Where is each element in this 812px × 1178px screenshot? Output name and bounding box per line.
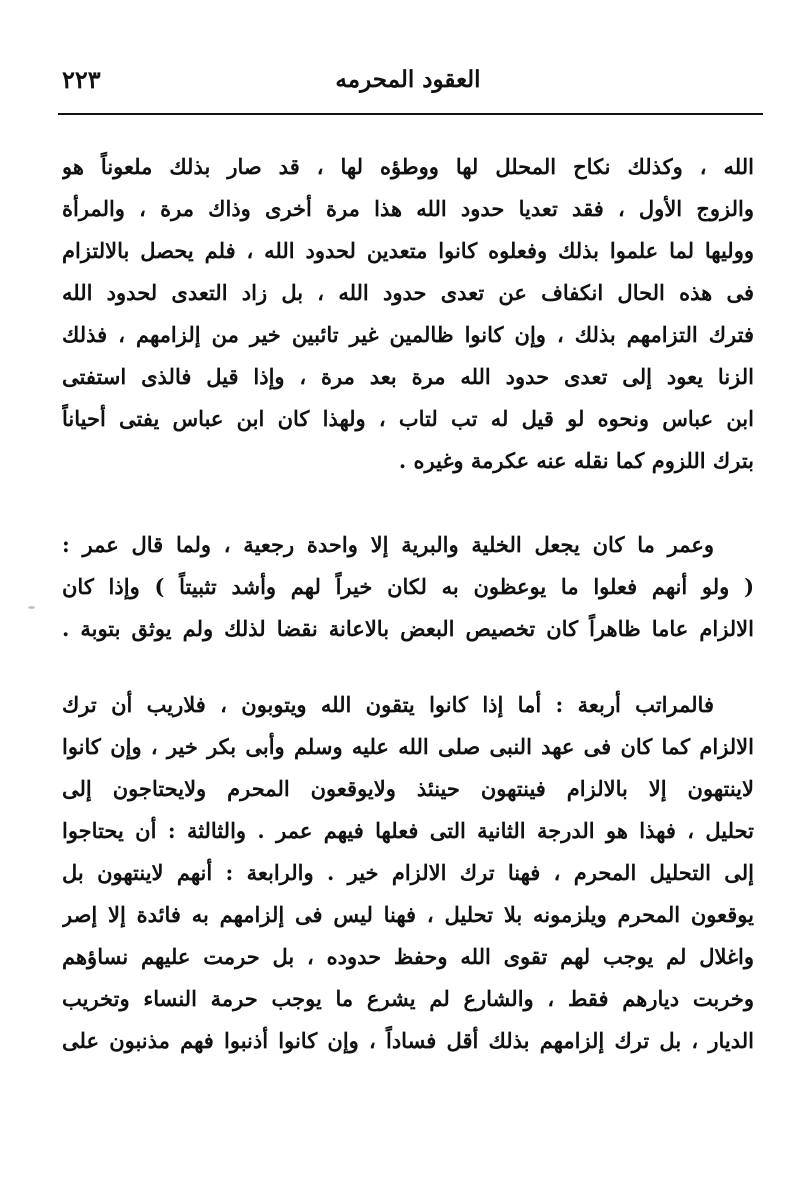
text-line: واغلال لم يوجب لهم تقوى الله وحفظ حدوده ، بل حرمت عليهم نساؤهم	[62, 944, 754, 969]
text-line: ( ولو أنهم فعلوا ما يوعظون به لكان خيراً لهم وأشد تثبيتاً ) وإذا كان	[62, 574, 754, 599]
text-line: لاينتهون إلا بالالزام فينتهون حينئذ ولايوقعون المحرم ولايحتاجون إلى	[62, 776, 754, 801]
text-line: فترك التزامهم بذلك ، وإن كانوا ظالمين غير تائبين خير من إلزامهم ، فذلك	[62, 322, 754, 347]
text-line: وعمر ما كان يجعل الخلية والبرية إلا واحدة رجعية ، ولما قال عمر :	[62, 532, 714, 557]
text-line: ووليها لما علموا بذلك وفعلوه كانوا متعدين لحدود الله ، فلم يحصل بالالتزام	[62, 238, 754, 263]
text-line: الزنا يعود إلى تعدى حدود الله مرة بعد مرة ، وإذا قيل فالذى استفتى	[62, 364, 754, 389]
paragraph-1	[62, 146, 754, 482]
page-number: ٢٢٣	[62, 65, 101, 94]
text-line: إلى التحليل المحرم ، فهنا ترك الالزام خير . والرابعة : أنهم لاينتهون بل	[62, 860, 754, 885]
text-line: فى هذه الحال انكفاف عن تعدى حدود الله ، بل زاد التعدى لحدود الله	[62, 280, 754, 305]
paragraph-3	[62, 684, 754, 1062]
text-line: بترك اللزوم كما نقله عنه عكرمة وغيره .	[398, 448, 754, 473]
text-line: الالزام عاما ظاهراً كان تخصيص البعض بالاعانة نقضا لذلك ولم يوثق بتوبة .	[62, 616, 754, 641]
header-rule	[58, 113, 763, 115]
text-line: ابن عباس ونحوه لو قيل له تب لتاب ، ولهذا كان ابن عباس يفتى أحياناً	[62, 406, 754, 431]
text-line: الالزام كما كان فى عهد النبى صلى الله عليه وسلم وأبى بكر خير ، وإن كانوا	[62, 734, 754, 759]
running-title: العقود المحرمه	[335, 66, 481, 93]
scan-speck	[28, 606, 35, 609]
text-line: يوقعون المحرم ويلزمونه بلا تحليل ، فهنا ليس فى إلزامهم به فائدة إلا إصر	[62, 902, 754, 927]
paragraph-2	[62, 524, 754, 650]
text-line: الديار ، بل ترك إلزامهم بذلك أقل فساداً ، وإن كانوا أذنبوا فهم مذنبون على	[62, 1028, 754, 1053]
text-line: فالمراتب أربعة : أما إذا كانوا يتقون الله ويتوبون ، فلاريب أن ترك	[62, 692, 714, 717]
page-header	[58, 62, 758, 102]
text-line: الله ، وكذلك نكاح المحلل لها ووطؤه لها ، قد صار بذلك ملعوناً هو	[62, 154, 754, 179]
text-line: والزوج الأول ، فقد تعديا حدود الله هذا مرة أخرى وذاك مرة ، والمرأة	[62, 196, 754, 221]
text-line: تحليل ، فهذا هو الدرجة الثانية التى فعلها فيهم عمر . والثالثة : أن يحتاجوا	[62, 818, 754, 843]
text-line: وخربت ديارهم فقط ، والشارع لم يشرع ما يوجب حرمة النساء وتخريب	[62, 986, 754, 1011]
